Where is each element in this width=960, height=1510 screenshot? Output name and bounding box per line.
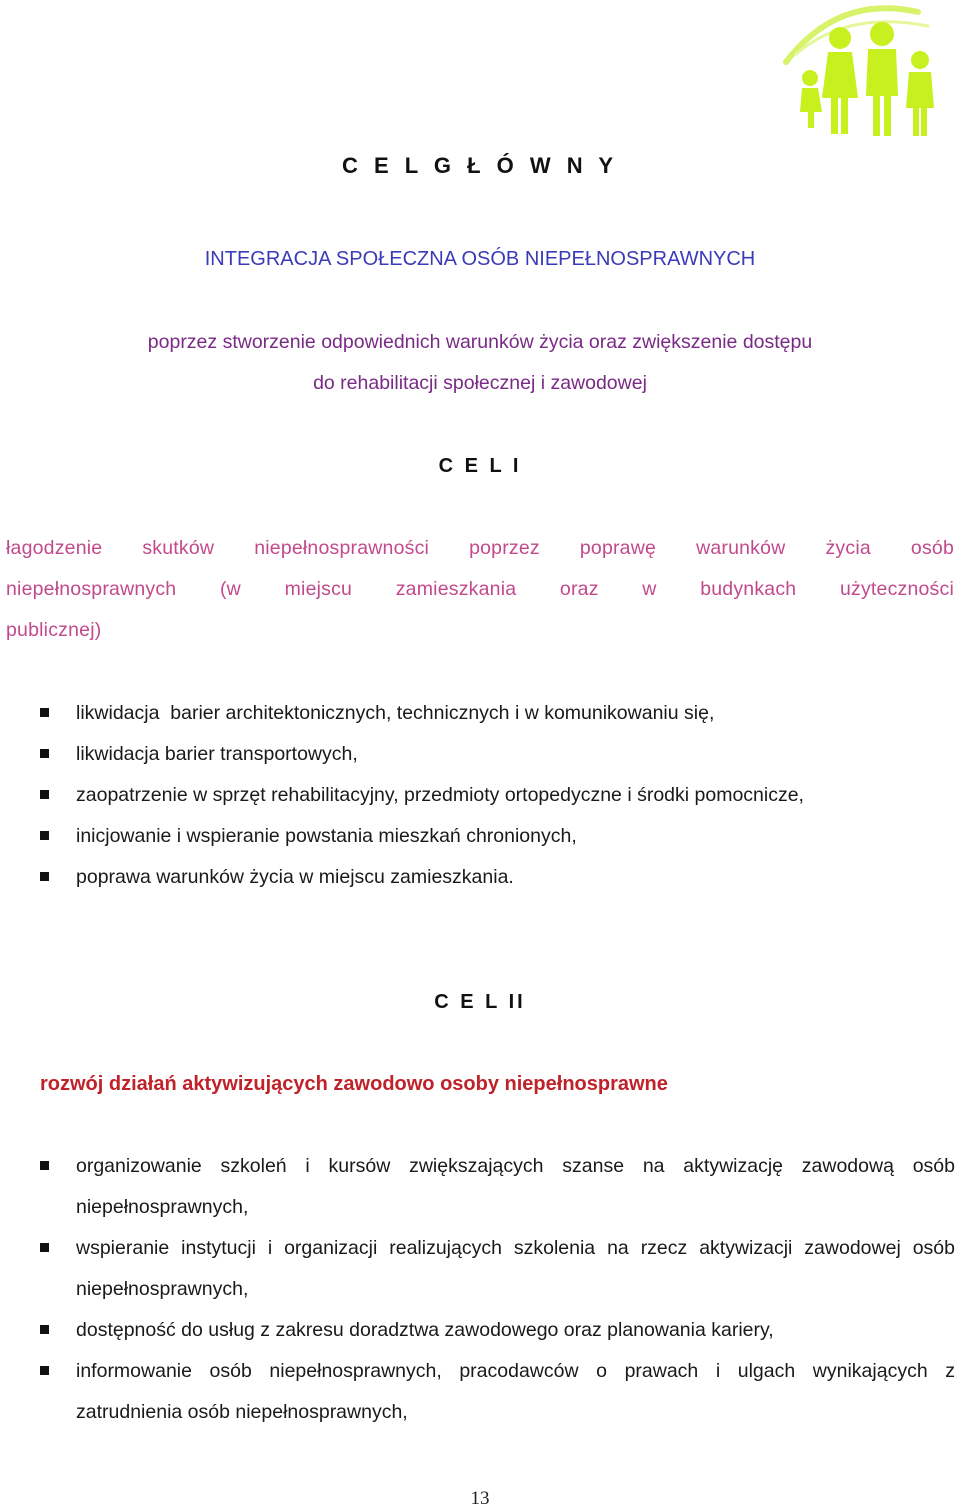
list-item-text: likwidacja barier architektonicznych, technicznych i w komunikowaniu się,: [76, 702, 715, 724]
square-bullet-icon: [40, 749, 49, 758]
square-bullet-icon: [40, 708, 49, 717]
square-bullet-icon: [40, 872, 49, 881]
list-item: [0, 734, 960, 775]
goal-1-description-line: niepełnosprawnych (w miejscu zamieszkania oraz w budynkach użyteczności: [6, 578, 954, 600]
square-bullet-icon: [40, 1325, 49, 1334]
goal-2-description: rozwój działań aktywizujących zawodowo osoby niepełnosprawne: [40, 1073, 668, 1095]
square-bullet-icon: [40, 1243, 49, 1252]
square-bullet-icon: [40, 831, 49, 840]
list-item-text: zaopatrzenie w sprzęt rehabilitacyjny, przedmioty ortopedyczne i środki pomocnicze,: [76, 784, 804, 806]
list-item: [0, 1351, 960, 1433]
square-bullet-icon: [40, 790, 49, 799]
square-bullet-icon: [40, 1366, 49, 1375]
main-goal-lead-line-2: do rehabilitacji społecznej i zawodowej: [313, 372, 647, 394]
family-silhouette-logo-icon: [778, 4, 956, 138]
list-item: [0, 775, 960, 816]
goal-1-description-line: łagodzenie skutków niepełnosprawności poprzez poprawę warunków życia osób: [6, 537, 954, 559]
list-item: [0, 1146, 960, 1228]
list-item: [0, 816, 960, 857]
list-item: [0, 1310, 960, 1351]
list-item-text: informowanie osób niepełnosprawnych, pracodawców o prawach i ulgach wynikających z zatrudnienia osób niepełnosprawnych,: [76, 1360, 955, 1423]
list-item-text: dostępność do usług z zakresu doradztwa zawodowego oraz planowania kariery,: [76, 1319, 774, 1341]
list-item-text: organizowanie szkoleń i kursów zwiększających szanse na aktywizację zawodową osób niepełnosprawnych,: [76, 1155, 955, 1218]
list-item-text: inicjowanie i wspieranie powstania mieszkań chronionych,: [76, 825, 577, 847]
list-item-text: poprawa warunków życia w miejscu zamieszkania.: [76, 866, 514, 888]
list-item-text: wspieranie instytucji i organizacji realizujących szkolenia na rzecz aktywizacji zawodowej osób niepełnosprawnych,: [76, 1237, 955, 1300]
goal-2-heading: C E L II: [434, 991, 526, 1013]
list-item: [0, 693, 960, 734]
page-number: 13: [470, 1488, 490, 1509]
square-bullet-icon: [40, 1161, 49, 1170]
goal-2-bullet-list: [0, 1146, 960, 1433]
goal-1-heading: C E L I: [438, 455, 522, 477]
list-item: [0, 1228, 960, 1310]
list-item-text: likwidacja barier transportowych,: [76, 743, 358, 765]
list-item: [0, 857, 960, 898]
family-logo: [778, 4, 956, 138]
main-goal-lead-line-1: poprzez stworzenie odpowiednich warunków życia oraz zwiększenie dostępu: [147, 331, 813, 353]
social-integration-subtitle: INTEGRACJA SPOŁECZNA OSÓB NIEPEŁNOSPRAWNYCH: [204, 248, 756, 270]
main-goal-heading: C E L G Ł Ó W N Y: [341, 153, 619, 178]
goal-1-description-line: publicznej): [6, 619, 102, 641]
goal-1-bullet-list: [0, 693, 960, 898]
goal-1-description: [6, 528, 954, 651]
